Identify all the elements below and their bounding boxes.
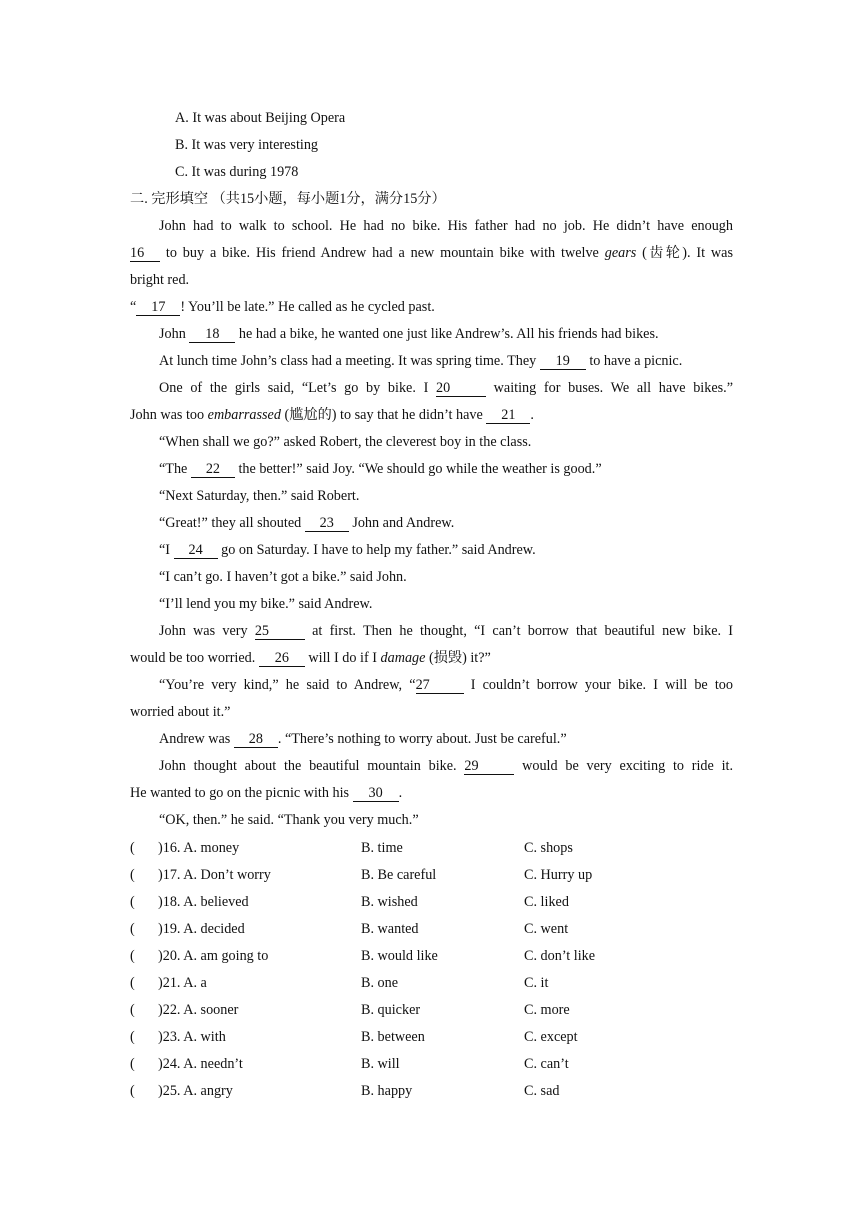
passage-line: “I can’t go. I haven’t got a bike.” said John. xyxy=(159,569,407,585)
passage-line: worried about it.” xyxy=(130,704,231,720)
passage-line: would be too worried. 26 will I do if I damage (损毁) it?” xyxy=(130,650,491,666)
option-a: )19. A. decided xyxy=(158,921,245,937)
blank-19: 19 xyxy=(540,353,586,370)
passage-line: “Next Saturday, then.” said Robert. xyxy=(159,488,360,504)
passage-line: “When shall we go?” asked Robert, the cleverest boy in the class. xyxy=(159,434,532,450)
passage-line: “I’ll lend you my bike.” said Andrew. xyxy=(159,596,373,612)
blank-27: 27 xyxy=(416,677,464,694)
passage-line: One of the girls said, “Let’s go by bike. I 20 waiting for buses. We all have bikes.” xyxy=(159,380,733,396)
passage-line: Andrew was 28 . “There’s nothing to worry about. Just be careful.” xyxy=(159,731,567,747)
passage-line: John had to walk to school. He had no bike. His father had no job. He didn’t have enough xyxy=(159,218,733,234)
passage-line: 16 to buy a bike. His friend Andrew had a new mountain bike with twelve gears (齿轮). It was xyxy=(130,245,733,261)
passage-line: “Great!” they all shouted 23 John and Andrew. xyxy=(159,515,455,531)
option-c: C. can’t xyxy=(524,1056,569,1072)
answer-paren: ( xyxy=(130,1002,135,1018)
option-a: )20. A. am going to xyxy=(158,948,269,964)
option-a: )16. A. money xyxy=(158,840,240,856)
blank-25: 25 xyxy=(255,623,305,640)
prev-option-c: C. It was during 1978 xyxy=(175,164,299,180)
option-b: B. would like xyxy=(361,948,438,964)
answer-paren: ( xyxy=(130,894,135,910)
blank-23: 23 xyxy=(305,515,349,532)
blank-22: 22 xyxy=(191,461,235,478)
prev-option-a: A. It was about Beijing Opera xyxy=(175,110,346,126)
blank-18: 18 xyxy=(189,326,235,343)
answer-paren: ( xyxy=(130,867,135,883)
blank-30: 30 xyxy=(353,785,399,802)
option-c: C. went xyxy=(524,921,569,937)
passage-line: John was very 25 at first. Then he thought, “I can’t borrow that beautiful new bike. I xyxy=(159,623,734,639)
answer-paren: ( xyxy=(130,1056,135,1072)
option-b: B. will xyxy=(361,1056,400,1072)
blank-17: 17 xyxy=(136,299,180,316)
answer-paren: ( xyxy=(130,975,135,991)
option-b: B. wanted xyxy=(361,921,419,937)
option-c: C. except xyxy=(524,1029,578,1045)
answer-paren: ( xyxy=(130,948,135,964)
option-b: B. Be careful xyxy=(361,867,437,883)
option-c: C. don’t like xyxy=(524,948,596,964)
passage-line: John 18 he had a bike, he wanted one just like Andrew’s. All his friends had bikes. xyxy=(159,326,659,342)
answer-paren: ( xyxy=(130,1083,135,1099)
option-c: C. more xyxy=(524,1002,570,1018)
passage-line: “I 24 go on Saturday. I have to help my father.” said Andrew. xyxy=(159,542,536,558)
option-c: C. it xyxy=(524,975,549,991)
passage-line: He wanted to go on the picnic with his 30 . xyxy=(130,785,403,801)
passage-line: At lunch time John’s class had a meeting. It was spring time. They 19 to have a picnic. xyxy=(159,353,683,369)
passage-line: bright red. xyxy=(130,272,190,288)
option-a: )25. A. angry xyxy=(158,1083,233,1099)
blank-26: 26 xyxy=(259,650,305,667)
passage-line: John thought about the beautiful mountain bike. 29 would be very exciting to ride it. xyxy=(159,758,734,774)
option-a: )17. A. Don’t worry xyxy=(158,867,271,883)
option-b: B. time xyxy=(361,840,403,856)
option-c: C. sad xyxy=(524,1083,560,1099)
option-b: B. quicker xyxy=(361,1002,421,1018)
section-heading: 二. 完形填空 （共15小题，每小题1分，满分15分） xyxy=(130,191,446,207)
option-b: B. one xyxy=(361,975,399,991)
option-c: C. liked xyxy=(524,894,569,910)
option-c: C. shops xyxy=(524,840,573,856)
blank-21: 21 xyxy=(486,407,530,424)
option-b: B. happy xyxy=(361,1083,413,1099)
prev-option-b: B. It was very interesting xyxy=(175,137,319,153)
blank-24: 24 xyxy=(174,542,218,559)
blank-29: 29 xyxy=(464,758,514,775)
option-a: )22. A. sooner xyxy=(158,1002,239,1018)
option-a: )18. A. believed xyxy=(158,894,249,910)
option-b: B. between xyxy=(361,1029,425,1045)
option-a: )23. A. with xyxy=(158,1029,226,1045)
answer-paren: ( xyxy=(130,840,135,856)
blank-16: 16 xyxy=(130,245,160,262)
passage-line: John was too embarrassed (尴尬的) to say that he didn’t have 21 . xyxy=(130,407,534,423)
passage-line: “You’re very kind,” he said to Andrew, “27 I couldn’t borrow your bike. I will be too xyxy=(159,677,733,693)
option-a: )24. A. needn’t xyxy=(158,1056,243,1072)
passage-line: “ 17 ! You’ll be late.” He called as he cycled past. xyxy=(130,299,435,315)
option-c: C. Hurry up xyxy=(524,867,593,883)
answer-paren: ( xyxy=(130,921,135,937)
blank-28: 28 xyxy=(234,731,278,748)
blank-20: 20 xyxy=(436,380,486,397)
passage-line: “OK, then.” he said. “Thank you very much.” xyxy=(159,812,419,828)
option-b: B. wished xyxy=(361,894,418,910)
answer-paren: ( xyxy=(130,1029,135,1045)
option-a: )21. A. a xyxy=(158,975,207,991)
passage-line: “The 22 the better!” said Joy. “We should go while the weather is good.” xyxy=(159,461,602,477)
